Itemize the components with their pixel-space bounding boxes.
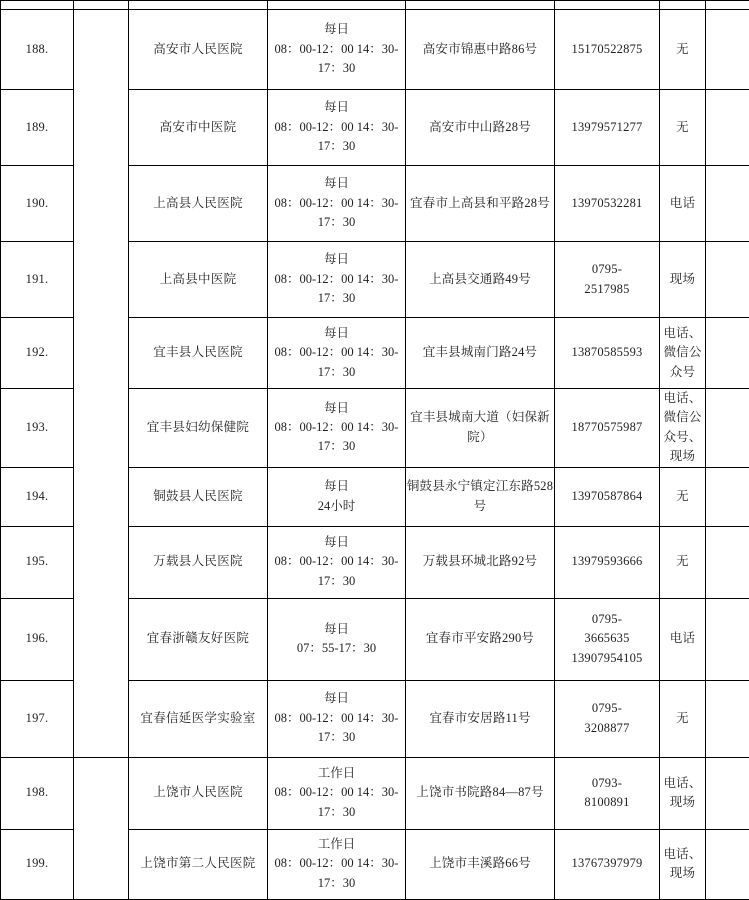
service-hours-line1: 08：00-12：00 14：30- [268,854,405,873]
phone-line: 0795- [555,699,659,718]
service-hours-line2: 17：30 [268,59,405,78]
cell-index: 198. [1,757,74,829]
service-hours-line2: 17：30 [268,289,405,308]
service-day: 每日 [268,477,405,496]
cell-appointment: 现场 [660,242,706,318]
phone-line: 0795- [555,610,659,629]
phone-line: 13870585593 [555,343,659,362]
service-hours-line2: 17：30 [268,213,405,232]
cell-appointment: 电话、现场 [660,829,706,899]
cell-tail [706,680,749,757]
cell-tail [706,526,749,598]
cell-phone [555,526,660,598]
phone-line: 8100891 [555,793,659,812]
cell-service-time [268,10,406,90]
service-hours-line1: 07：55-17：30 [268,639,405,658]
cell-service-time [268,389,406,468]
service-day: 每日 [268,250,405,269]
cell-appointment: 无 [660,680,706,757]
cell-institution-name: 宜春浙赣友好医院 [129,598,268,680]
service-hours-line2: 17：30 [268,874,405,893]
cell-institution-name: 上饶市人民医院 [129,757,268,829]
cell-phone [555,757,660,829]
service-hours-line2: 17：30 [268,728,405,747]
phone-line: 13979593666 [555,552,659,571]
cell-service-time [268,598,406,680]
cell-tail [706,166,749,242]
cell-address-partial [406,1,555,10]
cell-institution-name: 上高县中医院 [129,242,268,318]
cell-phone [555,318,660,389]
cell-address: 万载县环城北路92号 [406,526,555,598]
cell-appointment: 电话、微信公众号 [660,318,706,389]
service-hours-line2: 17：30 [268,437,405,456]
table-row [1,10,749,90]
phone-line: 0795- [555,260,659,279]
cell-service-time [268,757,406,829]
cell-index: 192. [1,318,74,389]
cell-address: 宜春市安居路11号 [406,680,555,757]
service-day: 工作日 [268,835,405,854]
cell-institution-name: 上高县人民医院 [129,166,268,242]
cell-address: 宜春市平安路290号 [406,598,555,680]
cell-tail [706,757,749,829]
service-hours-line1: 08：00-12：00 14：30- [268,40,405,59]
cell-region-group-shangrao [74,757,129,899]
phone-line: 15170522875 [555,40,659,59]
service-hours-line1: 08：00-12：00 14：30- [268,118,405,137]
cell-tail [706,598,749,680]
cell-index: 194. [1,467,74,526]
cell-tail [706,389,749,468]
cell-tail-partial [706,1,749,10]
service-hours-line1: 08：00-12：00 14：30- [268,783,405,802]
phone-line: 0793- [555,774,659,793]
service-hours-line1: 08：00-12：00 14：30- [268,194,405,213]
service-day: 工作日 [268,764,405,783]
cell-address: 高安市锦惠中路86号 [406,10,555,90]
service-hours-line1: 08：00-12：00 14：30- [268,552,405,571]
cell-service-time [268,829,406,899]
service-hours-line1: 08：00-12：00 14：30- [268,418,405,437]
cell-phone [555,166,660,242]
cell-institution-name: 铜鼓县人民医院 [129,467,268,526]
phone-line: 13767397979 [555,854,659,873]
cell-tail [706,242,749,318]
cell-address: 宜春市上高县和平路28号 [406,166,555,242]
cell-appointment: 电话 [660,598,706,680]
cell-service-time [268,318,406,389]
service-day: 每日 [268,98,405,117]
table-body [1,1,749,900]
cell-phone [555,680,660,757]
cell-institution-name: 宜春信延医学实验室 [129,680,268,757]
cell-phone-partial [555,1,660,10]
cell-address: 高安市中山路28号 [406,90,555,166]
cell-index: 197. [1,680,74,757]
cell-tail [706,90,749,166]
cell-tail [706,318,749,389]
service-hours-line2: 17：30 [268,572,405,591]
cell-index: 196. [1,598,74,680]
cell-institution-name: 高安市人民医院 [129,10,268,90]
cell-address: 上高县交通路49号 [406,242,555,318]
cell-appointment: 电话 [660,166,706,242]
service-hours-line2: 17：30 [268,137,405,156]
service-hours-line2: 17：30 [268,803,405,822]
cell-region-group-yichun [74,10,129,758]
cell-institution-name: 万载县人民医院 [129,526,268,598]
phone-line: 3208877 [555,719,659,738]
phone-line: 18770575987 [555,418,659,437]
phone-line: 2517985 [555,280,659,299]
cell-phone [555,10,660,90]
cell-index: 191. [1,242,74,318]
cell-appointment: 无 [660,526,706,598]
cell-address: 上饶市书院路84—87号 [406,757,555,829]
cell-institution-name: 上饶市第二人民医院 [129,829,268,899]
cell-region-partial [74,1,129,10]
cell-appointment: 电话、现场 [660,757,706,829]
cell-time-partial [268,1,406,10]
cell-address: 宜丰县城南门路24号 [406,318,555,389]
service-hours-line1: 08：00-12：00 14：30- [268,343,405,362]
cell-service-time [268,680,406,757]
cell-index-partial [1,1,74,10]
cell-address: 上饶市丰溪路66号 [406,829,555,899]
cell-index: 193. [1,389,74,468]
phone-line: 3665635 [555,629,659,648]
service-hours-line1: 24小时 [268,497,405,516]
cell-address: 铜鼓县永宁镇定江东路528号 [406,467,555,526]
cell-phone [555,242,660,318]
service-hours-line2: 17：30 [268,363,405,382]
cell-service-time [268,242,406,318]
service-day: 每日 [268,324,405,343]
service-day: 每日 [268,533,405,552]
cell-index: 195. [1,526,74,598]
cell-phone [555,598,660,680]
cell-service-time [268,467,406,526]
cell-phone [555,829,660,899]
cell-appointment: 电话、微信公众号、现场 [660,389,706,468]
cell-institution-name: 高安市中医院 [129,90,268,166]
service-day: 每日 [268,20,405,39]
cell-address: 宜丰县城南大道（妇保新院） [406,389,555,468]
cell-appointment: 无 [660,10,706,90]
cell-appointment: 无 [660,90,706,166]
service-hours-line1: 08：00-12：00 14：30- [268,709,405,728]
cell-institution-name: 宜丰县人民医院 [129,318,268,389]
cell-name-partial [129,1,268,10]
cell-appointment-partial [660,1,706,10]
cell-institution-name: 宜丰县妇幼保健院 [129,389,268,468]
phone-line: 13979571277 [555,118,659,137]
cell-service-time [268,90,406,166]
cell-index: 189. [1,90,74,166]
phone-line: 13970532281 [555,194,659,213]
cell-service-time [268,166,406,242]
phone-line: 13907954105 [555,649,659,668]
cell-index: 188. [1,10,74,90]
cell-tail [706,10,749,90]
service-day: 每日 [268,689,405,708]
table-row [1,757,749,829]
cell-tail [706,467,749,526]
cell-appointment: 无 [660,467,706,526]
phone-line: 13970587864 [555,487,659,506]
service-day: 每日 [268,174,405,193]
cell-index: 199. [1,829,74,899]
service-day: 每日 [268,620,405,639]
cell-index: 190. [1,166,74,242]
cell-service-time [268,526,406,598]
cell-tail [706,829,749,899]
cell-phone [555,389,660,468]
service-day: 每日 [268,399,405,418]
table-row-partial-top [1,1,749,10]
service-hours-line1: 08：00-12：00 14：30- [268,270,405,289]
cell-phone [555,467,660,526]
cell-phone [555,90,660,166]
